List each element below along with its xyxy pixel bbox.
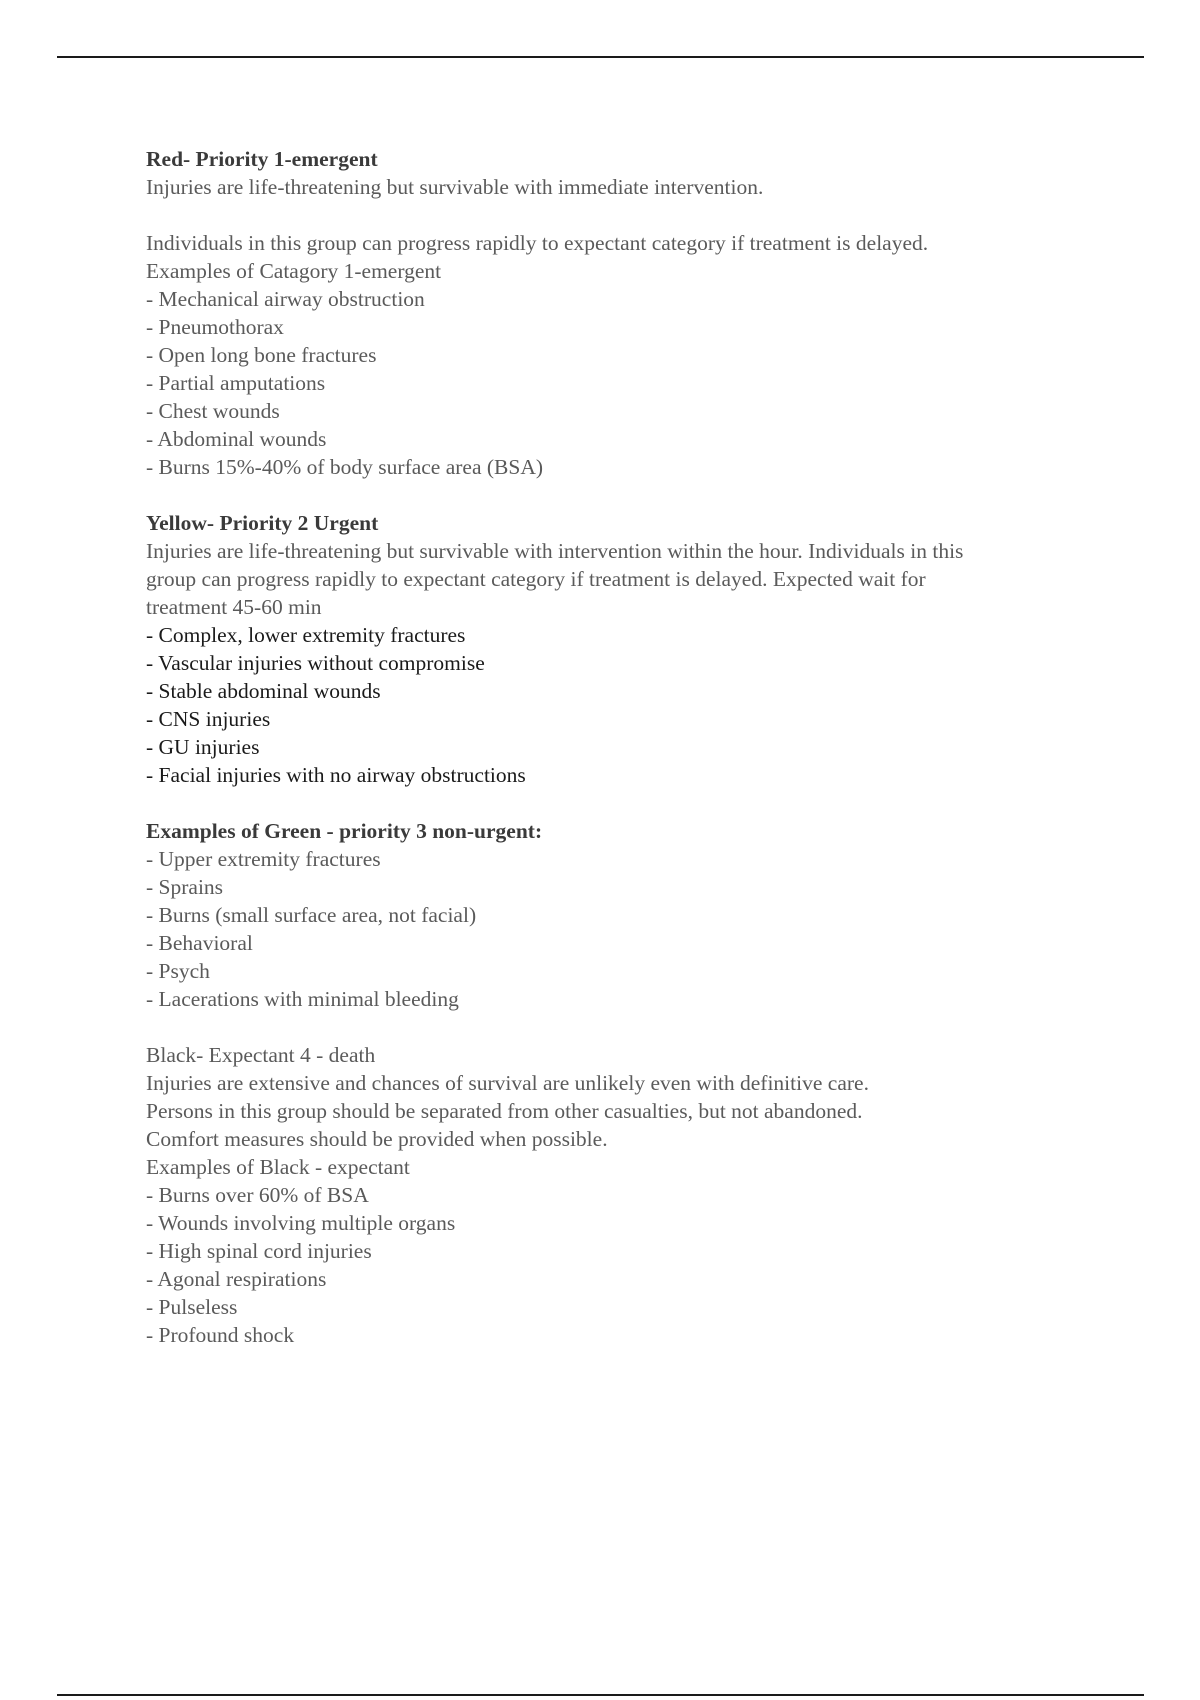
list-item: - Pulseless: [146, 1295, 238, 1319]
list-item: - Sprains: [146, 875, 224, 899]
list-item: - Abdominal wounds: [146, 427, 327, 451]
list-item: - Psych: [146, 959, 210, 983]
document-body: [146, 145, 1086, 1349]
list-item: - Burns over 60% of BSA: [146, 1183, 369, 1207]
yellow-priority-section: [146, 509, 1086, 789]
list-item: - Vascular injuries without compromise: [146, 651, 485, 675]
list-item: - Facial injuries with no airway obstructions: [146, 763, 526, 787]
green-heading: Examples of Green - priority 3 non-urgent:: [146, 819, 543, 843]
list-item: - Burns 15%-40% of body surface area (BSA): [146, 455, 544, 479]
black-description-line: Injuries are extensive and chances of survival are unlikely even with definitive care.: [146, 1071, 869, 1095]
list-item: - Pneumothorax: [146, 315, 284, 339]
list-item: - Upper extremity fractures: [146, 847, 381, 871]
list-item: - CNS injuries: [146, 707, 271, 731]
list-item: - Partial amputations: [146, 371, 326, 395]
list-item: - Lacerations with minimal bleeding: [146, 987, 459, 1011]
red-progression-note: Individuals in this group can progress rapidly to expectant category if treatment is delayed.: [146, 231, 929, 255]
red-description: Injuries are life-threatening but survivable with immediate intervention.: [146, 175, 764, 199]
black-heading: Black- Expectant 4 - death: [146, 1043, 376, 1067]
green-priority-section: [146, 817, 1086, 1013]
list-item: - High spinal cord injuries: [146, 1239, 372, 1263]
header-rule: [57, 56, 1144, 58]
list-item: - Profound shock: [146, 1323, 295, 1347]
list-item: - Behavioral: [146, 931, 253, 955]
list-item: - Open long bone fractures: [146, 343, 377, 367]
list-item: - Burns (small surface area, not facial): [146, 903, 477, 927]
list-item: - GU injuries: [146, 735, 260, 759]
list-item: - Mechanical airway obstruction: [146, 287, 425, 311]
black-expectant-section: [146, 1041, 1086, 1349]
red-heading: Red- Priority 1-emergent: [146, 147, 378, 171]
black-examples-label: Examples of Black - expectant: [146, 1155, 410, 1179]
list-item: - Agonal respirations: [146, 1267, 327, 1291]
black-description-line: Persons in this group should be separated from other casualties, but not abandoned.: [146, 1099, 863, 1123]
list-item: - Stable abdominal wounds: [146, 679, 381, 703]
list-item: - Chest wounds: [146, 399, 280, 423]
red-examples-label: Examples of Catagory 1-emergent: [146, 259, 442, 283]
yellow-description-line: Injuries are life-threatening but survivable with intervention within the hour. Individuals in this: [146, 539, 964, 563]
yellow-description-line: group can progress rapidly to expectant category if treatment is delayed. Expected wait for: [146, 567, 926, 591]
yellow-description-line: treatment 45-60 min: [146, 595, 322, 619]
list-item: - Wounds involving multiple organs: [146, 1211, 456, 1235]
list-item: - Complex, lower extremity fractures: [146, 623, 466, 647]
yellow-heading: Yellow- Priority 2 Urgent: [146, 511, 379, 535]
black-description-line: Comfort measures should be provided when possible.: [146, 1127, 608, 1151]
footer-rule: [57, 1694, 1144, 1696]
red-priority-section: [146, 145, 1086, 481]
